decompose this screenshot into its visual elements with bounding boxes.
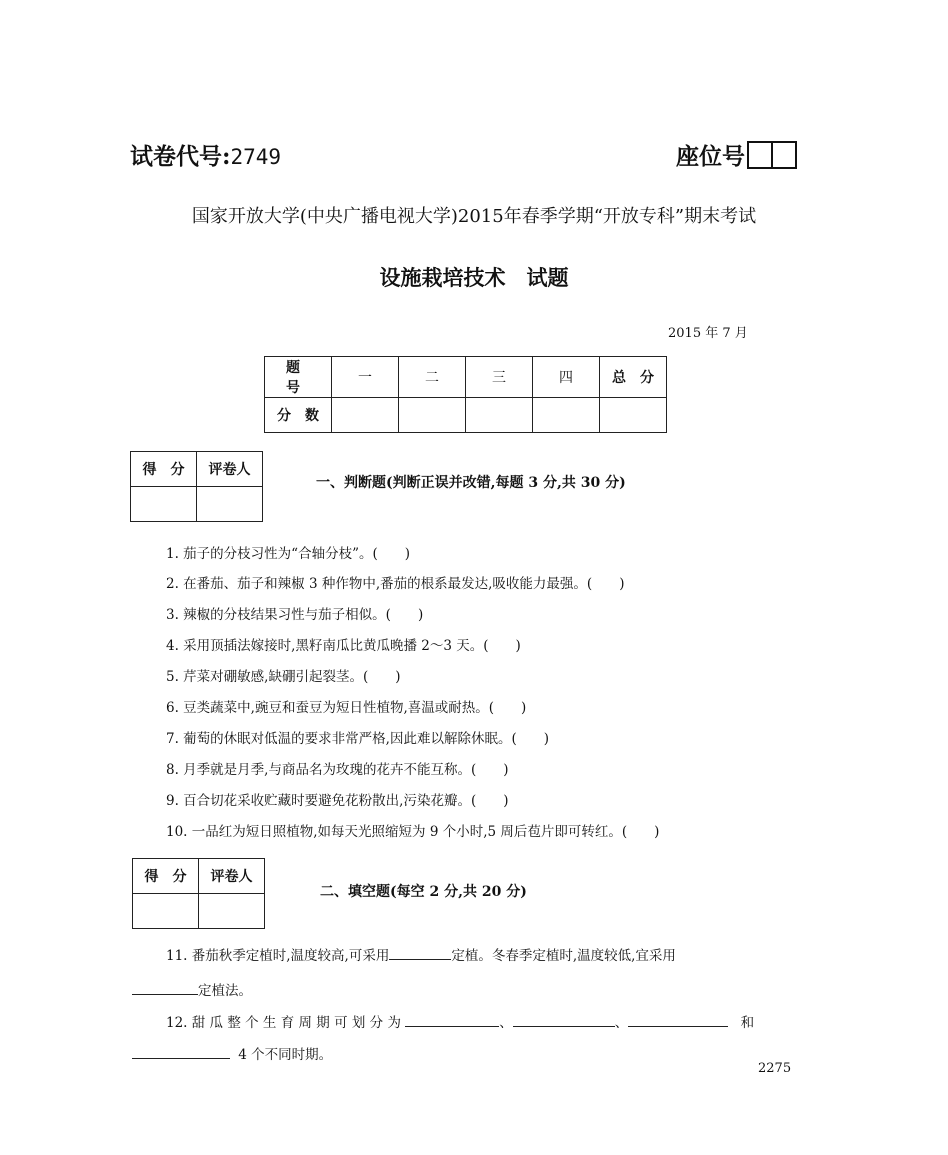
question-11-line-2 — [132, 979, 252, 999]
subject-title: 设施栽培技术 试题 — [379, 265, 569, 290]
answer-blank[interactable] — [628, 1012, 728, 1027]
seat-number — [676, 138, 797, 171]
score-table-header: 一 — [332, 357, 399, 398]
question-12-separator: 、 — [499, 1015, 513, 1031]
exam-title: 国家开放大学(中央广播电视大学)2015年春季学期“开放专科”期末考试 — [191, 206, 757, 227]
question-item: 3. 辣椒的分枝结果习性与茄子相似。( ) — [166, 607, 424, 623]
question-11-text: 11. 番茄秋季定植时,温度较高,可采用 — [166, 948, 390, 964]
paper-code-label: 试卷代号: — [130, 143, 231, 170]
answer-blank[interactable] — [132, 1044, 230, 1059]
question-12-separator: 、 — [614, 1015, 629, 1031]
score-table-header-row — [265, 357, 667, 398]
paper-code-value: 2749 — [230, 145, 282, 169]
score-table — [264, 356, 667, 433]
seat-box[interactable] — [747, 141, 773, 169]
grader-box — [130, 451, 263, 522]
paper-code — [130, 138, 281, 171]
question-12-line-1 — [166, 1011, 754, 1031]
question-item: 6. 豆类蔬菜中,豌豆和蚕豆为短日性植物,喜温或耐热。( ) — [166, 700, 527, 716]
grader-score-cell[interactable] — [133, 894, 199, 929]
grader-score-label: 得 分 — [131, 452, 197, 487]
score-table-header: 二 — [399, 357, 466, 398]
question-12-text: 12. 甜 瓜 整 个 生 育 周 期 可 划 分 为 — [166, 1015, 401, 1031]
seat-box[interactable] — [771, 141, 797, 169]
score-table-score-row — [265, 398, 667, 433]
question-item: 2. 在番茄、茄子和辣椒 3 种作物中,番茄的根系最发达,吸收能力最强。( ) — [166, 576, 625, 592]
section-2-title: 二、填空题(每空 2 分,共 20 分) — [320, 884, 527, 900]
question-item: 10. 一品红为短日照植物,如每天光照缩短为 9 个小时,5 周后苞片即可转红。( ) — [166, 824, 660, 840]
score-cell[interactable] — [600, 398, 667, 433]
answer-blank[interactable] — [513, 1012, 615, 1027]
answer-blank[interactable] — [389, 945, 451, 960]
score-cell[interactable] — [399, 398, 466, 433]
page-number: 2275 — [758, 1061, 792, 1076]
grader-name-label: 评卷人 — [197, 452, 263, 487]
question-11-text: 定植。冬春季定植时,温度较低,宜采用 — [451, 948, 676, 964]
score-table-header: 三 — [466, 357, 533, 398]
grader-box — [132, 858, 265, 929]
question-12-and: 和 — [740, 1015, 755, 1031]
grader-name-cell[interactable] — [197, 487, 263, 522]
section-1-title: 一、判断题(判断正误并改错,每题 3 分,共 30 分) — [316, 475, 626, 491]
question-item: 8. 月季就是月季,与商品名为玫瑰的花卉不能互称。( ) — [166, 762, 509, 778]
score-cell[interactable] — [466, 398, 533, 433]
score-table-header: 题 号 — [265, 357, 332, 398]
score-table-row-label: 分 数 — [265, 398, 332, 433]
score-cell[interactable] — [332, 398, 399, 433]
answer-blank[interactable] — [132, 980, 198, 995]
question-item: 7. 葡萄的休眠对低温的要求非常严格,因此难以解除休眠。( ) — [166, 731, 549, 747]
score-table-header: 四 — [533, 357, 600, 398]
seat-number-boxes — [745, 141, 797, 169]
score-cell[interactable] — [533, 398, 600, 433]
question-item: 4. 采用顶插法嫁接时,黑籽南瓜比黄瓜晚播 2～3 天。( ) — [166, 638, 521, 654]
exam-date: 2015 年 7 月 — [668, 326, 748, 341]
grader-name-label: 评卷人 — [199, 859, 265, 894]
seat-number-label: 座位号 — [676, 143, 745, 170]
question-12-text: 4 个不同时期。 — [238, 1047, 333, 1063]
grader-name-cell[interactable] — [199, 894, 265, 929]
grader-score-cell[interactable] — [131, 487, 197, 522]
question-item: 5. 芹菜对硼敏感,缺硼引起裂茎。( ) — [166, 669, 401, 685]
answer-blank[interactable] — [405, 1012, 499, 1027]
question-item: 1. 茄子的分枝习性为“合轴分枝”。( ) — [166, 546, 411, 562]
grader-score-label: 得 分 — [133, 859, 199, 894]
question-11-text: 定植法。 — [198, 983, 252, 999]
question-12-line-2 — [132, 1043, 332, 1063]
question-item: 9. 百合切花采收贮藏时要避免花粉散出,污染花瓣。( ) — [166, 793, 509, 809]
question-11-line-1 — [166, 944, 676, 964]
score-table-header: 总 分 — [600, 357, 667, 398]
